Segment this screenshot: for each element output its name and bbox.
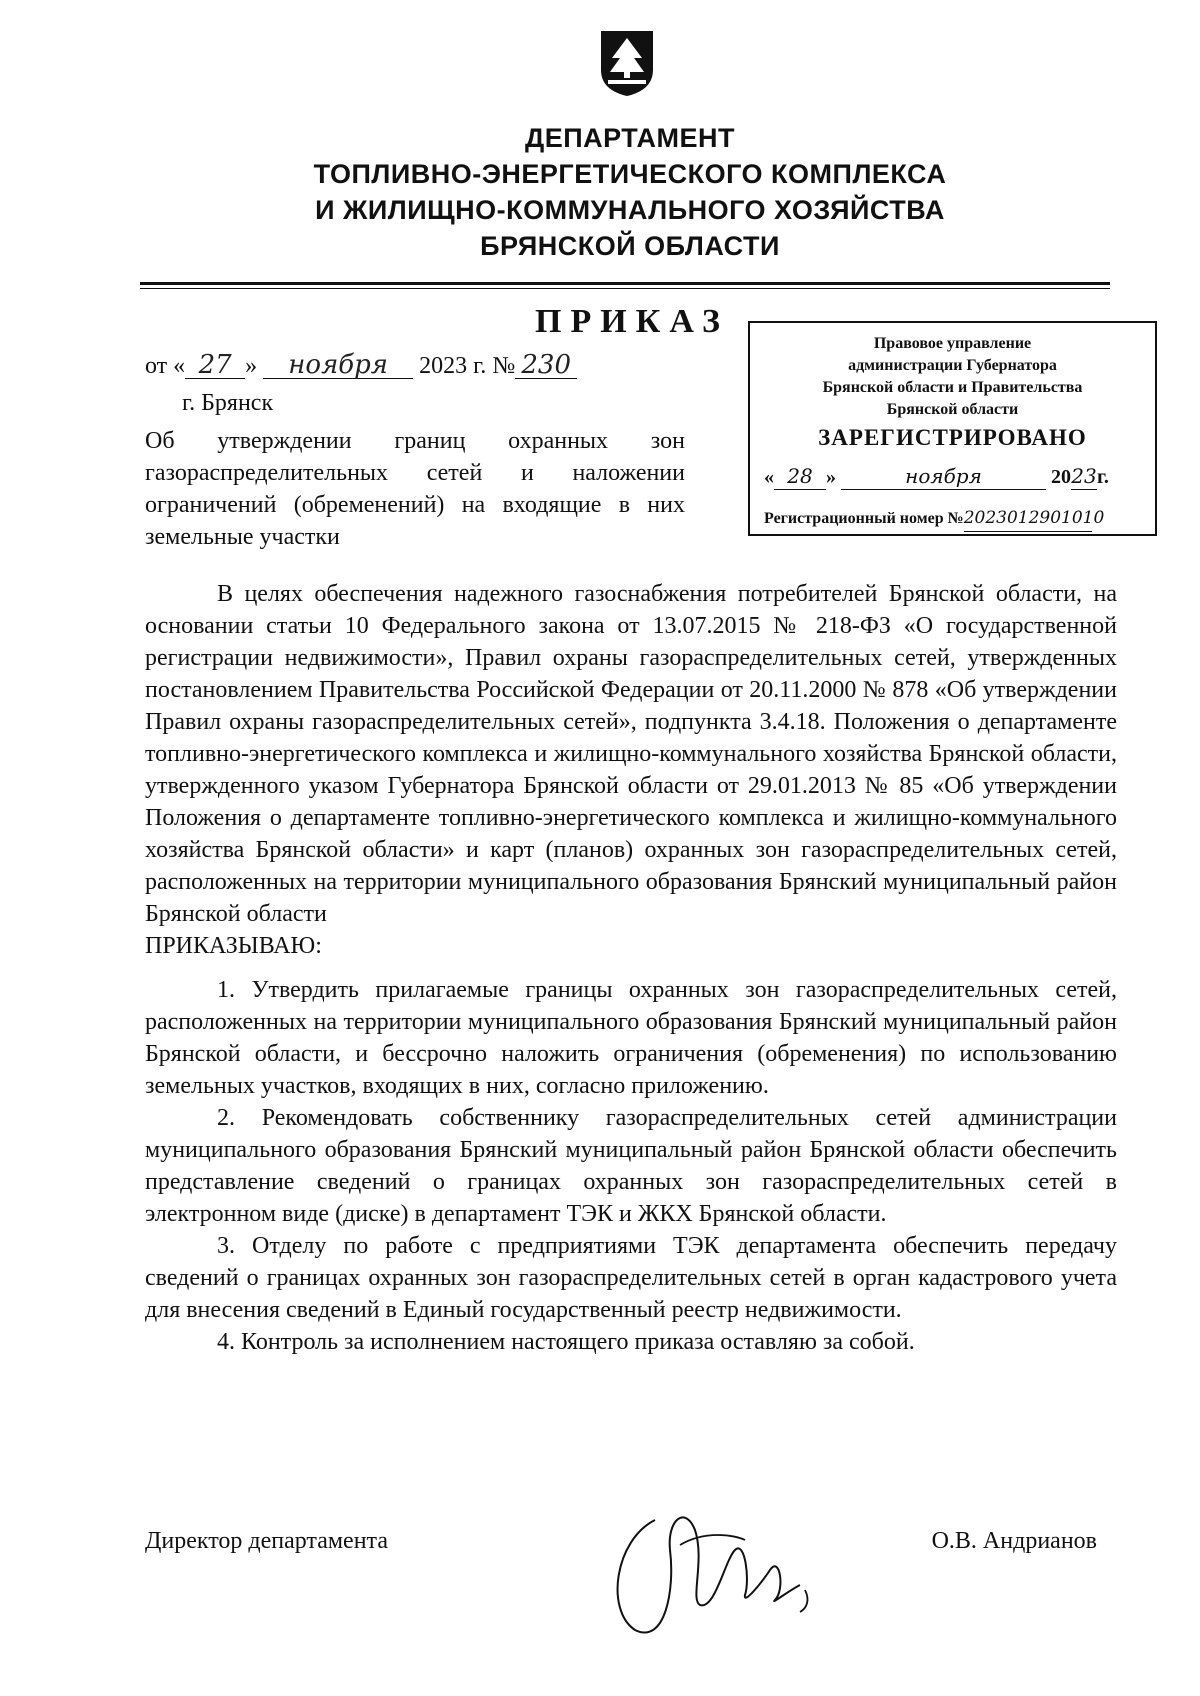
order-day: 27	[185, 352, 245, 379]
quote-close: »	[245, 353, 258, 379]
quote-open: «	[173, 353, 186, 379]
stamp-org-line: администрации Губернатора	[848, 357, 1057, 374]
stamp-year-prefix: 20	[1051, 466, 1071, 488]
order-year: 2023 г.	[419, 353, 487, 379]
signature-block	[145, 1528, 1117, 1568]
stamp-date-line	[764, 463, 1154, 490]
handwritten-signature	[595, 1490, 855, 1650]
department-line: ДЕПАРТАМЕНТ	[524, 123, 736, 153]
stamp-year-suffix: 23	[1071, 464, 1097, 488]
order-number: 230	[515, 352, 577, 379]
registration-stamp	[748, 321, 1157, 536]
stamp-year-unit: г.	[1097, 466, 1109, 488]
stamp-day: 28	[774, 463, 826, 490]
number-label: №	[492, 353, 516, 379]
stamp-reg-label: Регистрационный номер №	[764, 510, 964, 527]
signer-name: О.В. Андрианов	[931, 1528, 1097, 1554]
order-word: ПРИКАЗЫВАЮ:	[145, 933, 322, 959]
order-item: 2. Рекомендовать собственнику газораспределительных сетей администрации муниципального образования Брянский муниципальный район Брянской области обеспечить представление сведений о границах охранных зон газораспределительных сетей в электронном виде (диске) в департамент ТЭК и ЖКХ Брянской области.	[145, 1105, 1117, 1227]
preamble-paragraph: В целях обеспечения надежного газоснабжения потребителей Брянской области, на основании статьи 10 Федерального закона от 13.07.2015 № 218-ФЗ «О государственной регистрации недвижимости», Правил охраны газораспределительных сетей, утвержденных постановлением Правительства Российской Федерации от 20.11.2000 № 878 «Об утверждении Правил охраны газораспределительных сетей», подпункта 3.4.18. Положения о департаменте топливно-энергетического комплекса и жилищно-коммунального хозяйства Брянской области, утвержденного указом Губернатора Брянской области от 29.01.2013 № 85 «Об утверждении Положения о департаменте топливно-энергетического комплекса и жилищно-коммунального хозяйства Брянской области» и карт (планов) охранных зон газораспределительных сетей, расположенных на территории муниципального образования Брянский муниципальный район Брянской области	[145, 581, 1117, 927]
order-subject: Об утверждении границ охранных зон газораспределительных сетей и наложении ограничений (обременений) на входящие в них земельные участки	[145, 428, 685, 550]
department-line: БРЯНСКОЙ ОБЛАСТИ	[480, 231, 780, 261]
stamp-quote-close: »	[826, 466, 836, 488]
stamp-org-line: Брянской области и Правительства	[822, 379, 1083, 396]
department-line: ТОПЛИВНО-ЭНЕРГЕТИЧЕСКОГО КОМПЛЕКСА	[313, 159, 947, 189]
stamp-status: ЗАРЕГИСТРИРОВАНО	[818, 425, 1087, 450]
from-label: от	[145, 353, 168, 379]
order-item: 4. Контроль за исполнением настоящего приказа оставляю за собой.	[217, 1329, 915, 1355]
stamp-reg-number-line	[764, 505, 1105, 532]
order-city: г. Брянск	[182, 390, 274, 416]
stamp-organization	[750, 333, 1155, 421]
department-header	[200, 120, 1060, 264]
header-rule-thin	[140, 288, 1110, 289]
order-item: 1. Утвердить прилагаемые границы охранных зон газораспределительных сетей, расположенных на территории муниципального образования Брянский муниципальный район Брянской области, и бессрочно наложить ограничения (обременения) по использованию земельных участков, входящих в них, согласно приложению.	[145, 977, 1117, 1099]
document-title: ПРИКАЗ	[535, 303, 729, 340]
stamp-quote-open: «	[764, 466, 774, 488]
coat-of-arms-icon	[598, 28, 656, 98]
stamp-month: ноября	[841, 463, 1046, 490]
header-rule-thick	[140, 282, 1110, 285]
order-date-line	[145, 352, 577, 380]
order-month: ноября	[263, 352, 413, 379]
document-body	[145, 578, 1117, 1358]
signer-position: Директор департамента	[145, 1528, 388, 1554]
stamp-org-line: Правовое управление	[873, 335, 1032, 352]
stamp-reg-number: 2023012901010	[964, 505, 1092, 532]
order-item: 3. Отделу по работе с предприятиями ТЭК департамента обеспечить передачу сведений о границах охранных зон газораспределительных сетей в орган кадастрового учета для внесения сведений в Единый государственный реестр недвижимости.	[145, 1233, 1117, 1323]
stamp-org-line: Брянской области	[886, 401, 1019, 418]
department-line: И ЖИЛИЩНО-КОММУНАЛЬНОГО ХОЗЯЙСТВА	[315, 195, 945, 225]
